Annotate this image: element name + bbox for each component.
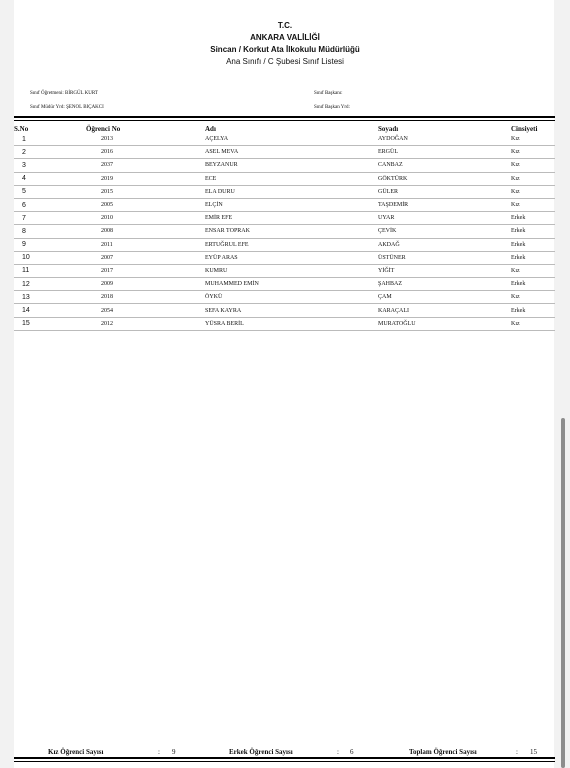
table-row bbox=[14, 185, 555, 198]
total-count-label: Toplam Öğrenci Sayısı bbox=[409, 748, 477, 756]
cell-student-no: 2010 bbox=[86, 212, 169, 225]
header-rule-bottom bbox=[14, 120, 555, 121]
cell-student-no: 2013 bbox=[86, 133, 169, 146]
cell-gender: Erkek bbox=[496, 212, 555, 225]
table-row bbox=[14, 212, 555, 225]
student-table bbox=[14, 124, 555, 331]
table-row bbox=[14, 133, 555, 146]
cell-sno: 3 bbox=[14, 159, 86, 172]
cell-gender: Erkek bbox=[496, 304, 555, 317]
table-row bbox=[14, 225, 555, 238]
cell-gender: Kız bbox=[496, 146, 555, 159]
header-list-title: Ana Sınıfı / C Şubesi Sınıf Listesi bbox=[226, 57, 344, 66]
col-header-name: Adı bbox=[205, 124, 216, 133]
cell-gender: Kız bbox=[496, 185, 555, 198]
col-header-sno: S.No bbox=[14, 124, 29, 133]
cell-name: ELÇİN bbox=[169, 198, 337, 211]
cell-student-no: 2015 bbox=[86, 185, 169, 198]
header-governorship: ANKARA VALİLİĞİ bbox=[250, 33, 320, 42]
cell-student-no: 2054 bbox=[86, 304, 169, 317]
cell-student-no: 2016 bbox=[86, 146, 169, 159]
cell-gender: Kız bbox=[496, 172, 555, 185]
cell-surname: AKDAĞ bbox=[337, 238, 496, 251]
cell-name: KUMRU bbox=[169, 264, 337, 277]
table-row bbox=[14, 317, 555, 330]
cell-student-no: 2008 bbox=[86, 225, 169, 238]
cell-sno: 1 bbox=[14, 133, 86, 146]
header-rule-top bbox=[14, 116, 555, 118]
cell-surname: UYAR bbox=[337, 212, 496, 225]
cell-sno: 7 bbox=[14, 212, 86, 225]
cell-student-no: 2012 bbox=[86, 317, 169, 330]
cell-surname: ÜSTÜNER bbox=[337, 251, 496, 264]
cell-name: BEYZANUR bbox=[169, 159, 337, 172]
class-vice-president: Sınıf Başkan Yrd: bbox=[314, 105, 350, 110]
cell-surname: AYDOĞAN bbox=[337, 133, 496, 146]
cell-surname: GÜLER bbox=[337, 185, 496, 198]
total-count-value: 15 bbox=[530, 748, 537, 756]
header-school: Sincan / Korkut Ata İlkokulu Müdürlüğü bbox=[210, 45, 360, 54]
cell-sno: 6 bbox=[14, 198, 86, 211]
cell-surname: ÇAM bbox=[337, 291, 496, 304]
cell-gender: Kız bbox=[496, 264, 555, 277]
female-count-value: 9 bbox=[172, 748, 176, 756]
cell-surname: ÇEVİK bbox=[337, 225, 496, 238]
col-header-gender: Cinsiyeti bbox=[511, 124, 538, 133]
female-count-label: Kız Öğrenci Sayısı bbox=[48, 748, 104, 756]
female-count-sep: : bbox=[158, 748, 160, 756]
vertical-scrollbar[interactable] bbox=[561, 418, 565, 768]
cell-student-no: 2011 bbox=[86, 238, 169, 251]
table-row bbox=[14, 198, 555, 211]
cell-sno: 5 bbox=[14, 185, 86, 198]
cell-gender: Erkek bbox=[496, 238, 555, 251]
cell-name: MUHAMMED EMİN bbox=[169, 278, 337, 291]
cell-name: ENSAR TOPRAK bbox=[169, 225, 337, 238]
cell-name: ASEL MEVA bbox=[169, 146, 337, 159]
cell-name: ÖYKÜ bbox=[169, 291, 337, 304]
cell-sno: 10 bbox=[14, 251, 86, 264]
table-row bbox=[14, 278, 555, 291]
cell-sno: 14 bbox=[14, 304, 86, 317]
col-header-surname: Soyadı bbox=[378, 124, 399, 133]
cell-name: YÜSRA BERİL bbox=[169, 317, 337, 330]
cell-gender: Kız bbox=[496, 198, 555, 211]
table-header-row bbox=[14, 124, 555, 133]
cell-surname: GÖKTÜRK bbox=[337, 172, 496, 185]
cell-student-no: 2007 bbox=[86, 251, 169, 264]
male-count-label: Erkek Öğrenci Sayısı bbox=[229, 748, 293, 756]
cell-student-no: 2018 bbox=[86, 291, 169, 304]
cell-gender: Kız bbox=[496, 159, 555, 172]
table-row bbox=[14, 251, 555, 264]
cell-gender: Kız bbox=[496, 291, 555, 304]
cell-name: EYÜP ARAS bbox=[169, 251, 337, 264]
col-header-student-no: Öğrenci No bbox=[86, 124, 121, 133]
cell-sno: 2 bbox=[14, 146, 86, 159]
male-count-sep: : bbox=[337, 748, 339, 756]
cell-name: ECE bbox=[169, 172, 337, 185]
cell-gender: Kız bbox=[496, 133, 555, 146]
table-row bbox=[14, 304, 555, 317]
cell-surname: KARAÇALI bbox=[337, 304, 496, 317]
table-row bbox=[14, 172, 555, 185]
cell-student-no: 2009 bbox=[86, 278, 169, 291]
table-row bbox=[14, 159, 555, 172]
cell-student-no: 2019 bbox=[86, 172, 169, 185]
table-row bbox=[14, 146, 555, 159]
table-row bbox=[14, 264, 555, 277]
class-president: Sınıf Başkanı: bbox=[314, 91, 343, 96]
cell-sno: 8 bbox=[14, 225, 86, 238]
cell-student-no: 2037 bbox=[86, 159, 169, 172]
cell-sno: 11 bbox=[14, 264, 86, 277]
cell-name: ELA DURU bbox=[169, 185, 337, 198]
table-row bbox=[14, 238, 555, 251]
cell-name: ERTUĞRUL EFE bbox=[169, 238, 337, 251]
cell-name: SEFA KAYRA bbox=[169, 304, 337, 317]
cell-student-no: 2017 bbox=[86, 264, 169, 277]
header-tc: T.C. bbox=[277, 21, 293, 30]
cell-gender: Kız bbox=[496, 317, 555, 330]
cell-sno: 15 bbox=[14, 317, 86, 330]
cell-surname: CANBAZ bbox=[337, 159, 496, 172]
male-count-value: 6 bbox=[350, 748, 354, 756]
table-row bbox=[14, 291, 555, 304]
cell-surname: ŞAHBAZ bbox=[337, 278, 496, 291]
cell-surname: YİĞİT bbox=[337, 264, 496, 277]
cell-sno: 12 bbox=[14, 278, 86, 291]
cell-surname: MURATOĞLU bbox=[337, 317, 496, 330]
cell-gender: Erkek bbox=[496, 225, 555, 238]
cell-surname: ERGÜL bbox=[337, 146, 496, 159]
cell-name: AÇELYA bbox=[169, 133, 337, 146]
cell-surname: TAŞDEMİR bbox=[337, 198, 496, 211]
cell-student-no: 2005 bbox=[86, 198, 169, 211]
cell-gender: Erkek bbox=[496, 251, 555, 264]
cell-name: EMİR EFE bbox=[169, 212, 337, 225]
cell-sno: 4 bbox=[14, 172, 86, 185]
footer-rule-bottom bbox=[14, 761, 555, 762]
cell-sno: 9 bbox=[14, 238, 86, 251]
vice-principal: Sınıf Müdür Yrd: ŞENOL BIÇAKCI bbox=[30, 105, 104, 110]
footer-rule-top bbox=[14, 757, 555, 759]
cell-gender: Erkek bbox=[496, 278, 555, 291]
cell-sno: 13 bbox=[14, 291, 86, 304]
class-teacher: Sınıf Öğretmeni: BİRGÜL KURT bbox=[30, 91, 98, 96]
total-count-sep: : bbox=[516, 748, 518, 756]
